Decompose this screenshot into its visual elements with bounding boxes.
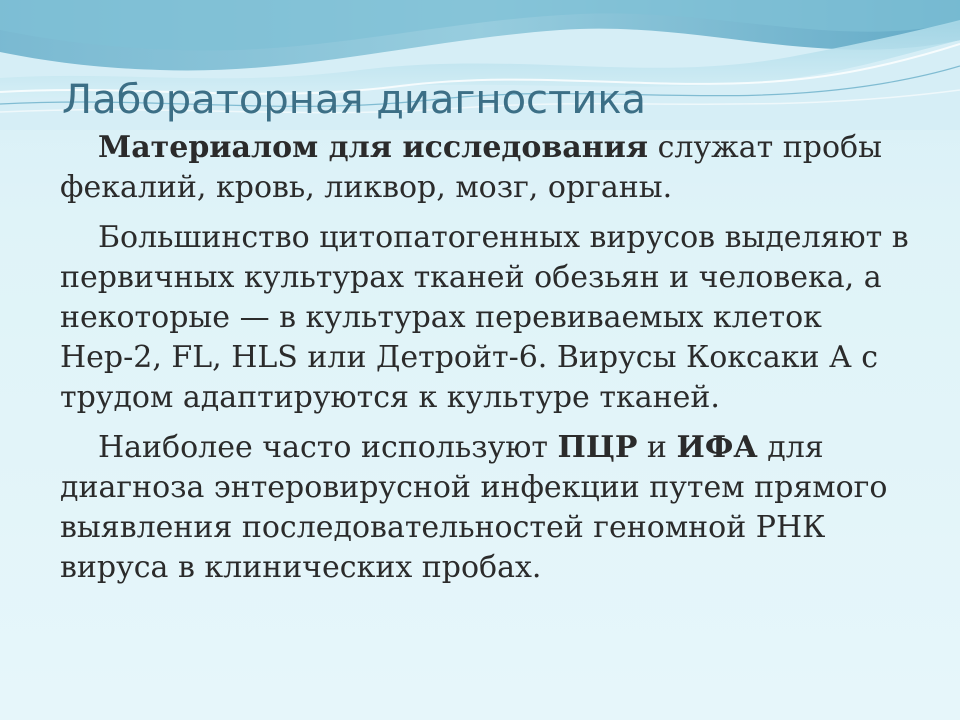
pcr-term: ПЦР [557,430,638,465]
paragraph-methods-middle: и [637,430,677,465]
paragraph-methods [60,428,910,588]
paragraph-methods-after: для диагноза энтеровирусной инфекции путем прямого выявления последовательностей геномной РНК вируса в клинических пробах. [60,430,888,585]
paragraph-material-lead: Материалом для исследования [98,130,649,165]
ifa-term: ИФА [676,430,758,465]
slide-title: Лабораторная диагностика [62,77,647,123]
paragraph-methods-before: Наиболее часто используют [98,430,558,465]
paragraph-material [60,128,910,208]
slide-body [60,128,910,598]
paragraph-viruses: Большинство цитопатогенных вирусов выделяют в первичных культурах тканей обезьян и человека, а некоторые — в культурах перевиваемых клеток Нер-2, FL, HLS или Детройт-6. Вирусы Коксаки А с трудом адаптируются к культуре тканей. [60,220,909,415]
paragraph-material-text: служат пробы фекалий, кровь, ликвор, мозг, органы. [60,130,882,205]
